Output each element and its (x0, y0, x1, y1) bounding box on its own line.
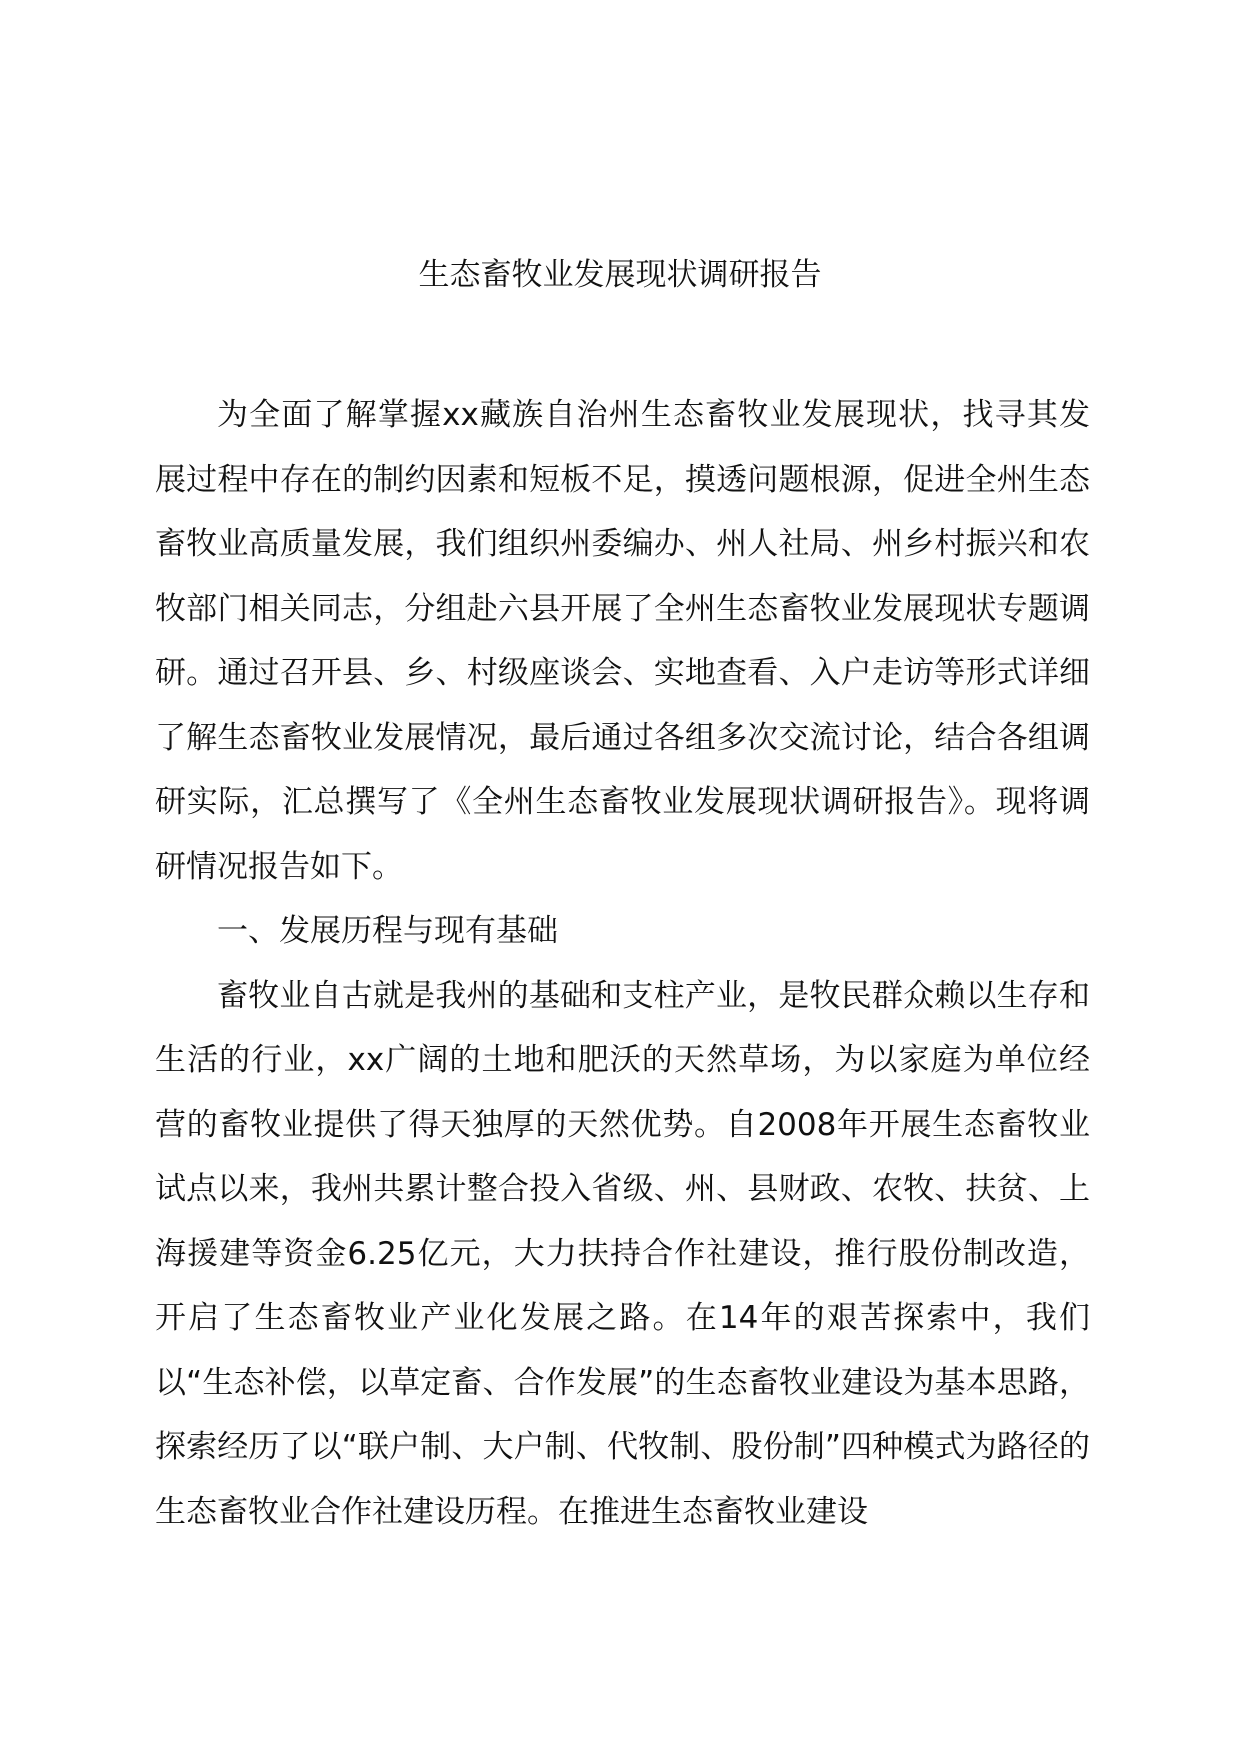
document-title: 生态畜牧业发展现状调研报告 (418, 257, 822, 293)
paragraph-intro: 为全面了解掌握xx藏族自治州生态畜牧业发展现状，找寻其发展过程中存在的制约因素和短板不足，摸透问题根源，促进全州生态畜牧业高质量发展，我们组织州委编办、州人社局、州乡村振兴和农牧部门相关同志，分组赴六县开展了全州生态畜牧业发展现状专题调研。通过召开县、乡、村级座谈会、实地查看、入户走访等形式详细了解生态畜牧业发展情况，最后通过各组多次交流讨论，结合各组调研实际，汇总撰写了《全州生态畜牧业发展现状调研报告》。现将调研情况报告如下。 (155, 397, 1090, 885)
document-body (155, 383, 1090, 1544)
paragraph-history: 畜牧业自古就是我州的基础和支柱产业，是牧民群众赖以生存和生活的行业，xx广阔的土地和肥沃的天然草场，为以家庭为单位经营的畜牧业提供了得天独厚的天然优势。自2008年开展生态畜牧业试点以来，我州共累计整合投入省级、州、县财政、农牧、扶贫、上海援建等资金6.25亿元，大力扶持合作社建设，推行股份制改造，开启了生态畜牧业产业化发展之路。在14年的艰苦探索中，我们以“生态补偿，以草定畜、合作发展”的生态畜牧业建设为基本思路，探索经历了以“联户制、大户制、代牧制、股份制”四种模式为路径的生态畜牧业合作社建设历程。在推进生态畜牧业建设 (155, 977, 1090, 1530)
section-heading-1: 一、发展历程与现有基础 (217, 913, 558, 949)
